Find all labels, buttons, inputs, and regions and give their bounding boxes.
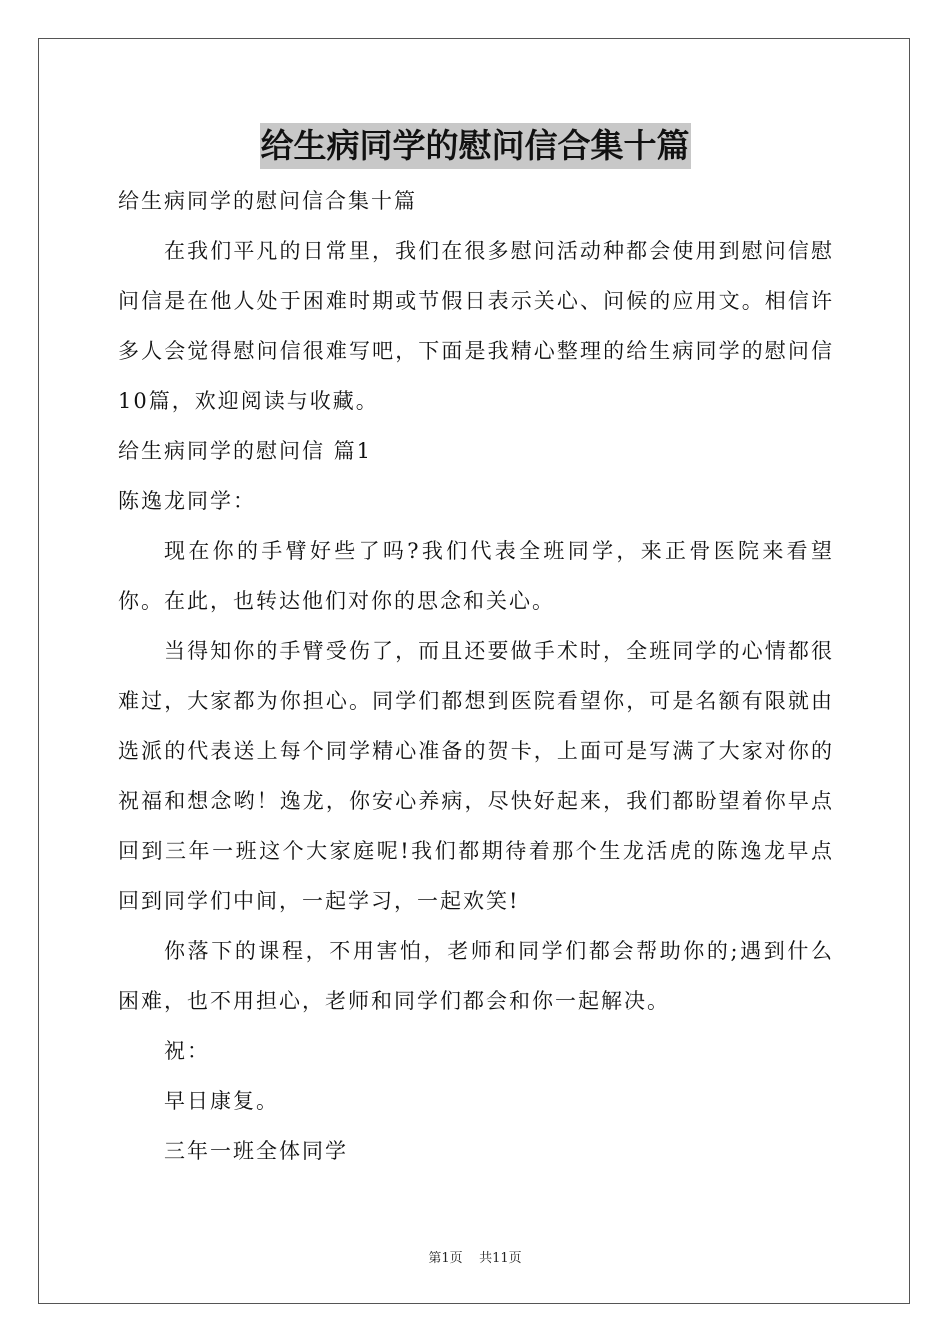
body-paragraph: 当得知你的手臂受伤了，而且还要做手术时，全班同学的心情都很难过，大家都为你担心。同学们都想到医院看望你，可是名额有限就由选派的代表送上每个同学精心准备的贺卡，上面可是写满了大家对你的祝福和想念哟！逸龙，你安心养病，尽快好起来，我们都盼望着你早点回到三年一班这个大家庭呢!我们都期待着那个生龙活虎的陈逸龙早点回到同学们中间，一起学习，一起欢笑! — [118, 639, 834, 913]
closing-wish-text: 早日康复。 — [164, 1089, 279, 1113]
section-heading: 给生病同学的慰问信 篇1 — [118, 439, 373, 463]
closing-wish: 祝： — [164, 1039, 210, 1063]
body-paragraph: 你落下的课程，不用害怕，老师和同学们都会帮助你的;遇到什么困难，也不用担心，老师和同学们都会和你一起解决。 — [118, 939, 834, 1013]
body-paragraph: 现在你的手臂好些了吗?我们代表全班同学，来正骨医院来看望你。在此，也转达他们对你的思念和关心。 — [118, 539, 834, 613]
signature: 三年一班全体同学 — [164, 1139, 348, 1163]
subtitle-line: 给生病同学的慰问信合集十篇 — [118, 189, 417, 213]
document-title: 给生病同学的慰问信合集十篇 — [260, 123, 691, 169]
document-body — [118, 176, 834, 1176]
intro-paragraph: 在我们平凡的日常里，我们在很多慰问活动种都会使用到慰问信慰问信是在他人处于困难时期或节假日表示关心、问候的应用文。相信许多人会觉得慰问信很难写吧，下面是我精心整理的给生病同学的慰问信10篇，欢迎阅读与收藏。 — [118, 239, 834, 413]
document-title-heading — [0, 123, 950, 169]
page-number-footer: 第1页 共11页 — [428, 1251, 522, 1266]
salutation: 陈逸龙同学： — [118, 489, 256, 513]
